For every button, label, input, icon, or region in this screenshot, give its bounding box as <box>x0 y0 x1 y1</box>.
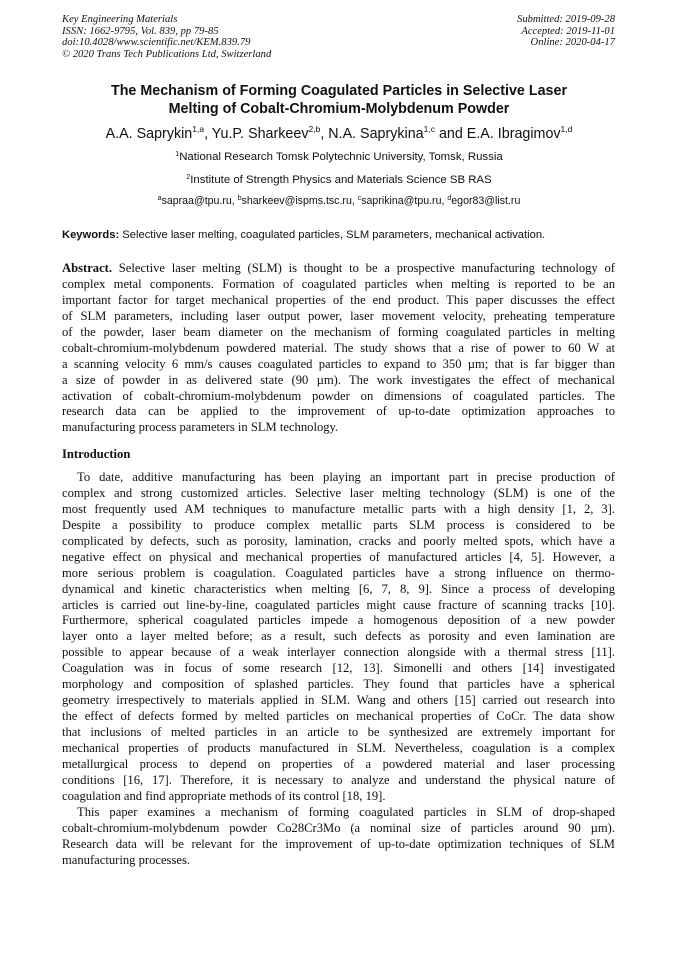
keywords-label: Keywords: <box>62 229 120 241</box>
email-link[interactable]: sapraa@tpu.ru, <box>161 195 238 207</box>
submitted-date: Submitted: 2019-09-28 <box>517 14 615 25</box>
title-line: The Mechanism of Forming Coagulated Particles in Selective Laser <box>110 83 568 99</box>
intro-line: This paper examines a mechanism of forming coagulated particles in SLM of drop-shaped <box>77 804 615 819</box>
intro-line: most frequently used AM techniques to manufacture metallic parts with a high density [1, 2, 3]. <box>62 501 615 516</box>
author-separator: , <box>204 126 212 142</box>
author-separator: , <box>320 126 329 142</box>
section-heading: Introduction <box>62 447 131 461</box>
author-name: A.A. Saprykin <box>105 126 193 142</box>
email-marker: b <box>237 195 242 202</box>
intro-line: that inclusions of melted particles in an article to be synthesized are extremely important for <box>62 725 615 739</box>
intro-line: mechanical properties of products manufactured in SLM. Nevertheless, coagulation is a complex <box>62 740 615 755</box>
paper-title <box>40 82 638 118</box>
doi-line[interactable]: doi:10.4028/www.scientific.net/KEM.839.79 <box>62 37 251 48</box>
author-name: N.A. Saprykina <box>328 126 424 142</box>
abstract-line: complex metal components. Formation of coagulated particles when melting is reported to be an <box>62 276 615 291</box>
affiliation <box>20 174 658 186</box>
email-link[interactable]: saprikina@tpu.ru, <box>361 195 448 207</box>
abstract-line: activation of cobalt-chromium-molybdenum powder on dimensions of coagulated particles. The <box>62 388 615 403</box>
keywords-text: Selective laser melting, coagulated particles, SLM parameters, mechanical activation. <box>119 229 546 241</box>
author-affiliation-marker: 1,d <box>560 124 573 134</box>
intro-line: cobalt-chromium-molybdenum powder Co28Cr3Mo (a nominal size of particles around 90 µm). <box>62 820 615 835</box>
intro-line: Coagulation was in focus of some research [12, 13]. Simonelli and others [14] investigated <box>62 661 615 676</box>
intro-line: articles is carried out line-by-line, coagulated particles might cause fracture of scanning tracks [10]. <box>62 597 615 612</box>
intro-line: the effect of defects formed by melted particles on mechanical properties of CoCr. The data show <box>62 709 615 724</box>
author-list <box>20 124 658 142</box>
affiliation <box>20 151 658 163</box>
title-line: Melting of Cobalt-Chromium-Molybdenum Powder <box>168 101 510 117</box>
intro-line: possible to appear because of a weak interlayer connection alongside with a thermal stress [11]. <box>62 645 615 660</box>
intro-line: metallurgical process to depend on properties of a powdered material and laser processing <box>62 756 615 771</box>
journal-name: Key Engineering Materials <box>62 14 178 25</box>
intro-line: Furthermore, spherical coagulated particles impede a homogenous deposition of a new powder <box>62 613 615 628</box>
intro-line: negative effect on physical and mechanical properties of manufactured articles [4, 5]. However, a <box>62 549 615 564</box>
abstract-line: a size of powder in as delivered state (90 µm). The work investigates the effect of mechanical <box>62 372 615 387</box>
abstract-label: Abstract. <box>62 261 113 275</box>
abstract-line <box>62 261 615 277</box>
copyright-line: © 2020 Trans Tech Publications Ltd, Switzerland <box>62 48 272 60</box>
abstract-line: cobalt-chromium-molybdenum powdered material. The study shows that a rise of power to 60 W at <box>62 340 615 355</box>
issn-line: ISSN: 1662-9795, Vol. 839, pp 79-85 <box>62 25 219 37</box>
intro-line: Research data will be relevant for the improvement of up-to-date optimization techniques of SLM <box>62 836 615 851</box>
intro-line: dynamical and kinetic characteristics when melting [6, 7, 8, 9]. Since a process of developing <box>62 581 615 596</box>
abstract-line: important factor for target mechanical properties of the end product. This paper discusses the effect <box>62 292 615 307</box>
abstract <box>62 261 615 436</box>
author-separator: and <box>434 126 467 142</box>
intro-line: layer onto a layer melted before; as a result, such defects as porosity and even lamination are <box>62 629 615 644</box>
abstract-line: a scanning velocity 6 mm/s causes coagulated particles to expand to 350 µm; that is far bigger than <box>62 356 615 371</box>
intro-line: To date, additive manufacturing has been playing an important part in precise production of <box>77 470 615 484</box>
abstract-line: of the powder, laser beam diameter on the mechanism of forming coagulated particles in melting <box>62 324 615 339</box>
author-affiliation-marker: 1,c <box>423 124 435 134</box>
journal-info <box>62 14 271 60</box>
abstract-line-text: Selective laser melting (SLM) is thought to be a prospective manufacturing technology of <box>112 261 615 275</box>
online-date: Online: 2020-04-17 <box>530 37 615 48</box>
email-marker: d <box>447 195 452 202</box>
email-link[interactable]: sharkeev@ispms.tsc.ru, <box>241 195 358 207</box>
intro-line: geometry irrespectively to materials applied in SLM. Wang and others [15] carried out research into <box>62 693 615 708</box>
intro-line: coagulation and find appropriate methods of its control [18, 19]. <box>62 788 386 803</box>
intro-line: Despite a possibility to produce complex metallic parts SLM process is considered to be <box>62 517 615 532</box>
email-marker: c <box>357 195 362 202</box>
keywords <box>62 229 622 241</box>
affiliation-marker: 1 <box>175 151 180 158</box>
intro-line: more serious problem is coagulation. Coagulated particles have a strong influence on thermo- <box>62 565 615 580</box>
intro-line: conditions [16, 17]. Therefore, it is necessary to analyze and understand the physical nature of <box>62 772 615 787</box>
accepted-date: Accepted: 2019-11-01 <box>521 25 615 37</box>
abstract-line: of SLM parameters, including laser output power, laser movement velocity, preheating temperature <box>62 308 615 323</box>
affiliation-text: Institute of Strength Physics and Materials Science SB RAS <box>190 174 492 186</box>
intro-line: complex and strong customized articles. Selective laser melting technology (SLM) is one of the <box>62 485 615 500</box>
affiliation-marker: 2 <box>186 174 191 181</box>
author-emails <box>20 195 658 207</box>
intro-line: morphology and composition of splashed particles. They found that particles have a spherical <box>62 677 615 692</box>
introduction-body <box>62 470 615 868</box>
intro-line: manufacturing processes. <box>62 852 190 867</box>
abstract-line: research data can be applied to the improvement of up-to-date optimization approaches to <box>62 404 615 419</box>
abstract-line: manufacturing process parameters in SLM technology. <box>62 420 339 435</box>
email-link[interactable]: egor83@list.ru <box>451 195 521 207</box>
intro-line: complicated by defects, such as porosity, lamination, cracks and poorly melted spots, which have a <box>62 533 615 548</box>
author-name: Yu.P. Sharkeev <box>211 126 309 142</box>
publication-dates <box>517 14 615 49</box>
author-affiliation-marker: 2,b <box>308 124 321 134</box>
author-affiliation-marker: 1,a <box>192 124 205 134</box>
author-name: E.A. Ibragimov <box>466 126 561 142</box>
email-marker: a <box>157 195 162 202</box>
affiliation-text: National Research Tomsk Polytechnic University, Tomsk, Russia <box>179 151 503 163</box>
